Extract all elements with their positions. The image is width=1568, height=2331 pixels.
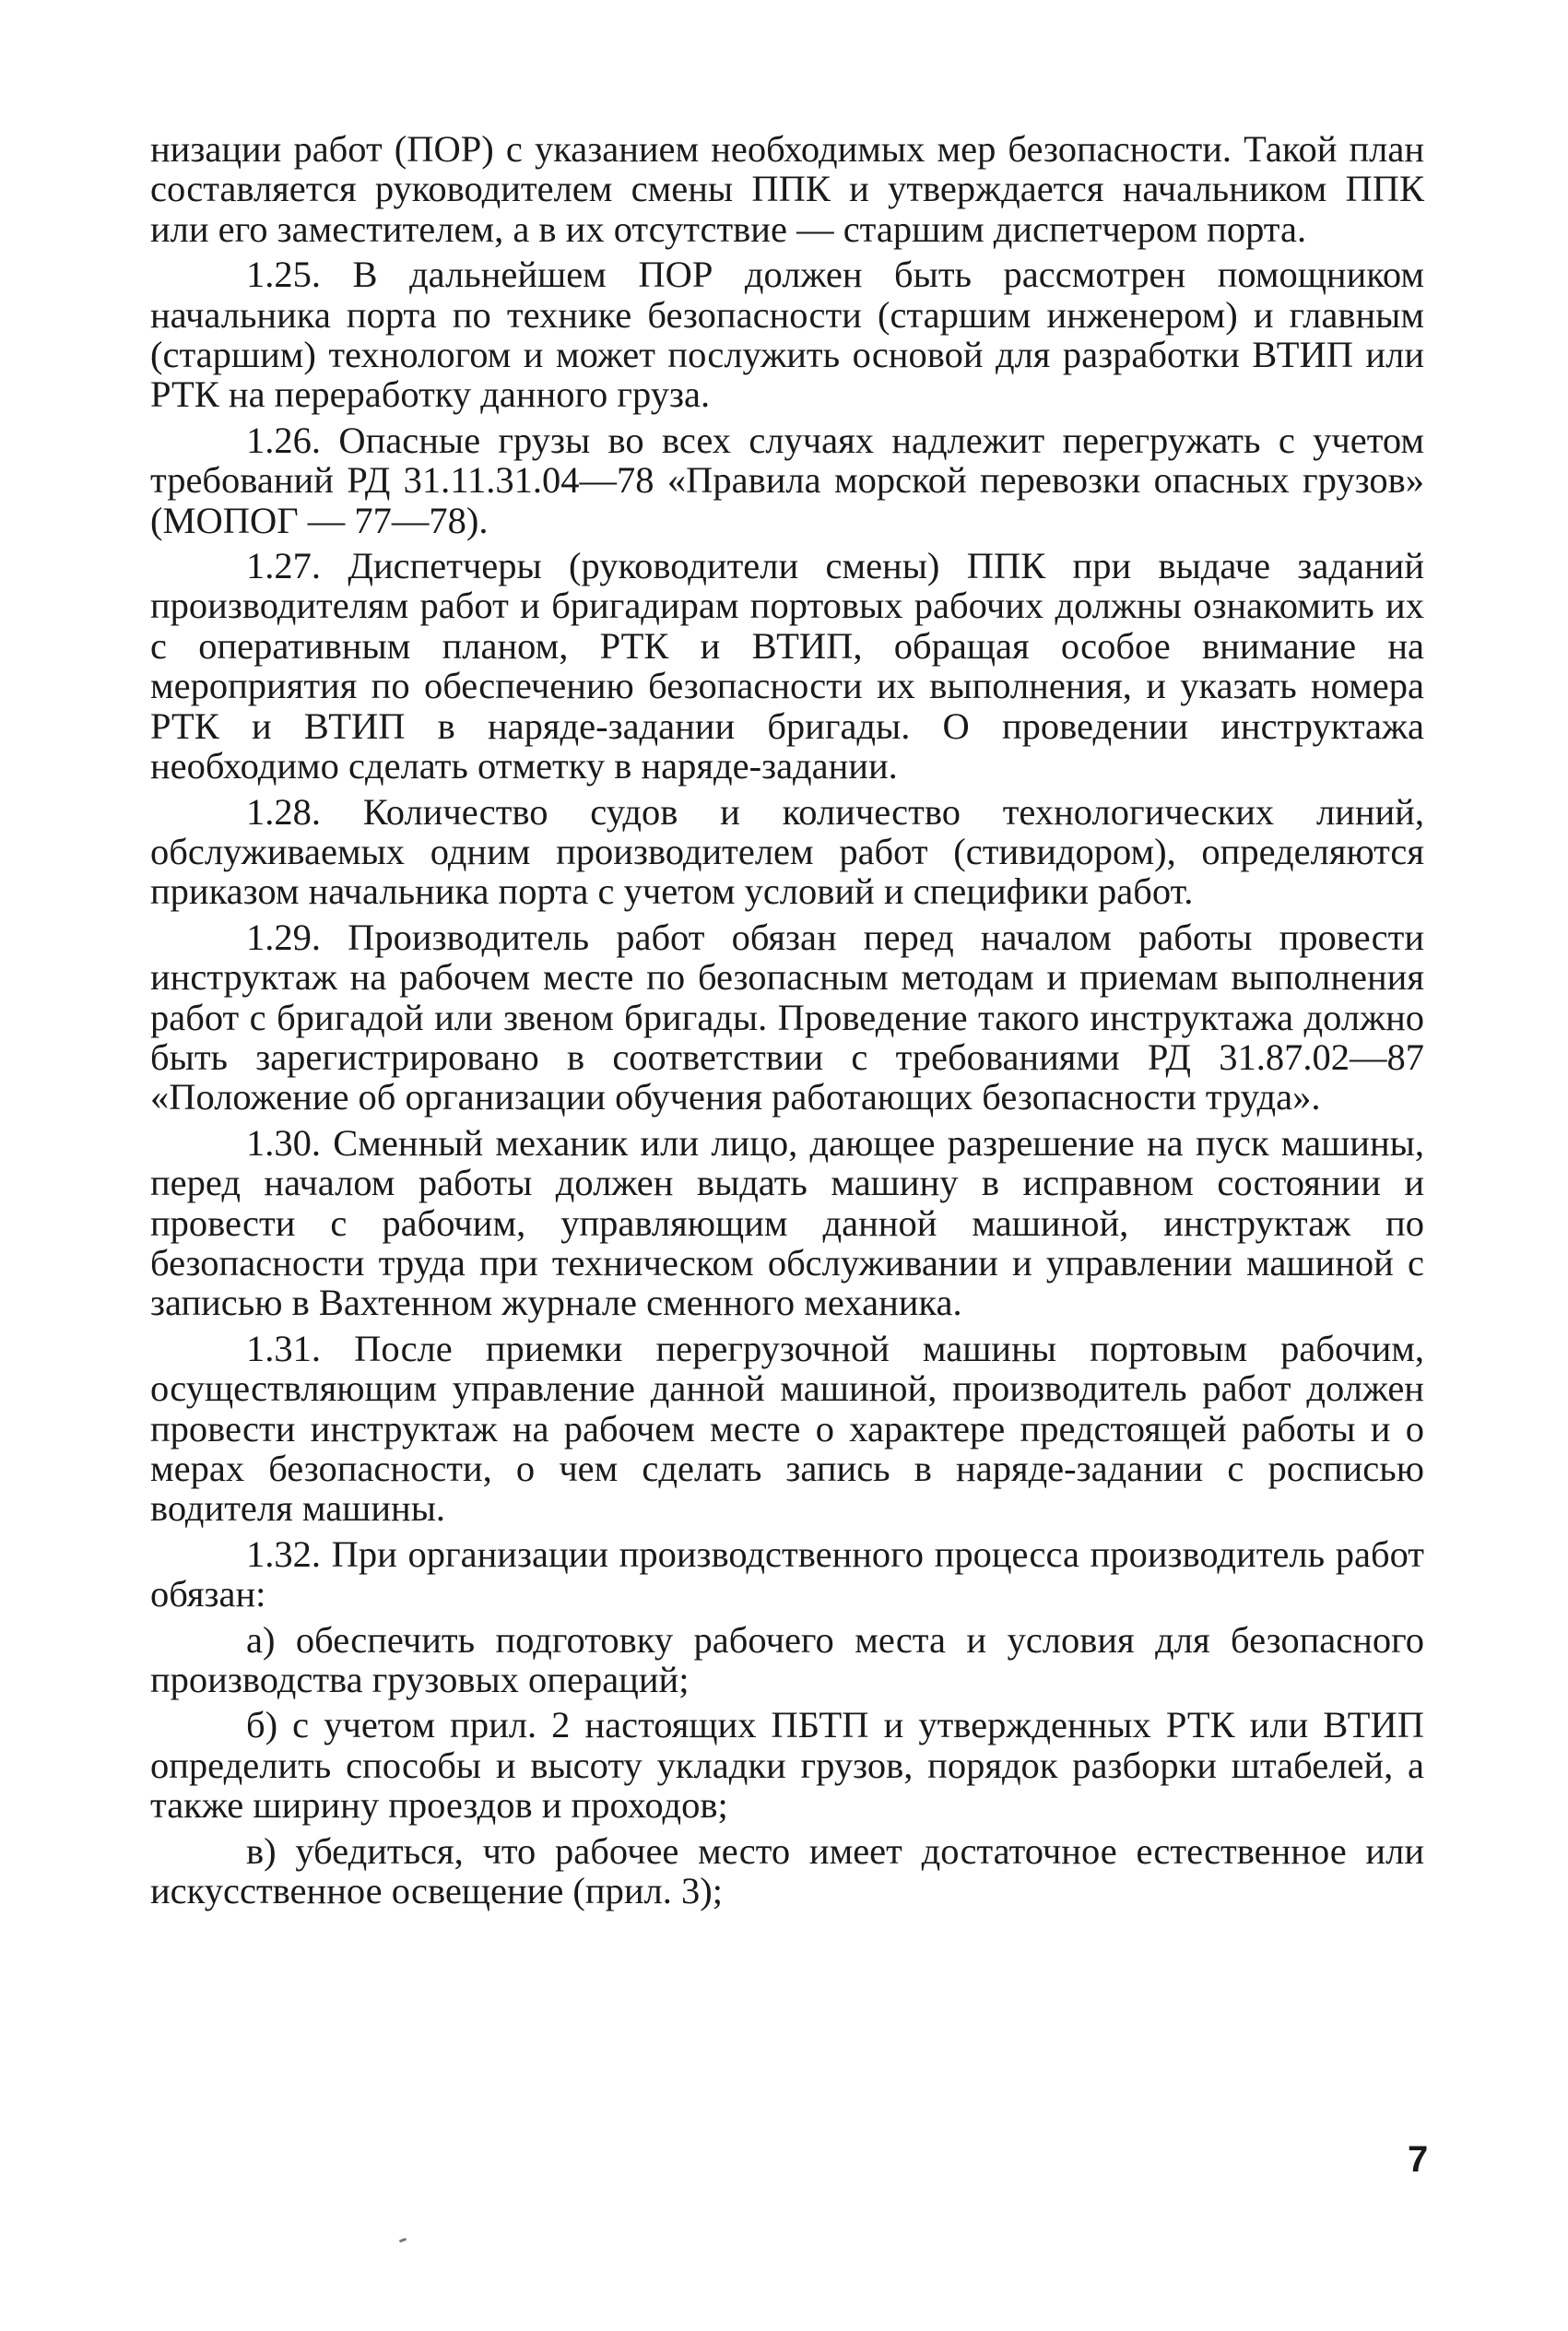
list-item-a: а) обеспечить подготовку рабочего места и условия для безопасного производства грузовых операций; — [150, 1618, 1424, 1701]
list-item-b: б) с учетом прил. 2 настоящих ПБТП и утвержденных РТК или ВТИП определить способы и высоту укладки грузов, порядок разборки штабелей, а также ширину проездов и проходов; — [150, 1704, 1424, 1827]
paragraph-1-29: 1.29. Производитель работ обязан перед началом работы провести инструктаж на рабочем месте по безопасным методам и приемам выполнения работ с бригадой или звеном бригады. Проведение такого инструктажа должно быть зарегистрировано в соответствии с требованиями РД 31.87.02—87 «Положение об организации обучения работающих безопасности труда». — [150, 916, 1424, 1118]
document-page — [150, 129, 1424, 1916]
paragraph-1-31: 1.31. После приемки перегрузочной машины портовым рабочим, осуществляющим управление данной машиной, производитель работ должен провести инструктаж на рабочем месте о характере предстоящей работы и о мерах безопасности, о чем сделать запись в наряде-задании с росписью водителя машины. — [150, 1327, 1424, 1530]
paragraph-1-27: 1.27. Диспетчеры (руководители смены) ППК при выдаче заданий производителям работ и бригадирам портовых рабочих должны ознакомить их с оперативным планом, РТК и ВТИП, обращая особое внимание на мероприятия по обеспечению безопасности их выполнения, и указать номера РТК и ВТИП в наряде-задании бригады. О проведении инструктажа необходимо сделать отметку в наряде-задании. — [150, 545, 1424, 787]
paragraph-1-28: 1.28. Количество судов и количество технологических линий, обслуживаемых одним производителем работ (стивидором), определяются приказом начальника порта с учетом условий и специфики работ. — [150, 790, 1424, 913]
paragraph-continuation: низации работ (ПОР) с указанием необходимых мер безопасности. Такой план составляется руководителем смены ППК и утверждается начальником ППК или его заместителем, а в их отсутствие — старшим диспетчером порта. — [150, 128, 1424, 250]
paragraph-1-30: 1.30. Сменный механик или лицо, дающее разрешение на пуск машины, перед началом работы должен выдать машину в исправном состоянии и провести с рабочим, управляющим данной машиной, инструктаж по безопасности труда при техническом обслуживании и управлении машиной с записью в Вахтенном журнале сменного механика. — [150, 1121, 1424, 1324]
paragraph-1-25: 1.25. В дальнейшем ПОР должен быть рассмотрен помощником начальника порта по технике безопасности (старшим инженером) и главным (старшим) технологом и может послужить основой для разработки ВТИП или РТК на переработку данного груза. — [150, 254, 1424, 416]
paragraph-1-32: 1.32. При организации производственного процесса производитель работ обязан: — [150, 1532, 1424, 1615]
scan-speck — [399, 2238, 407, 2243]
paragraph-1-26: 1.26. Опасные грузы во всех случаях надлежит перегружать с учетом требований РД 31.11.31.04—78 «Правила морской перевозки опасных грузов» (МОПОГ — 77—78). — [150, 419, 1424, 541]
list-item-v: в) убедиться, что рабочее место имеет достаточное естественное или искусственное освещение (прил. 3); — [150, 1829, 1424, 1912]
page-number: 7 — [1408, 2139, 1429, 2180]
